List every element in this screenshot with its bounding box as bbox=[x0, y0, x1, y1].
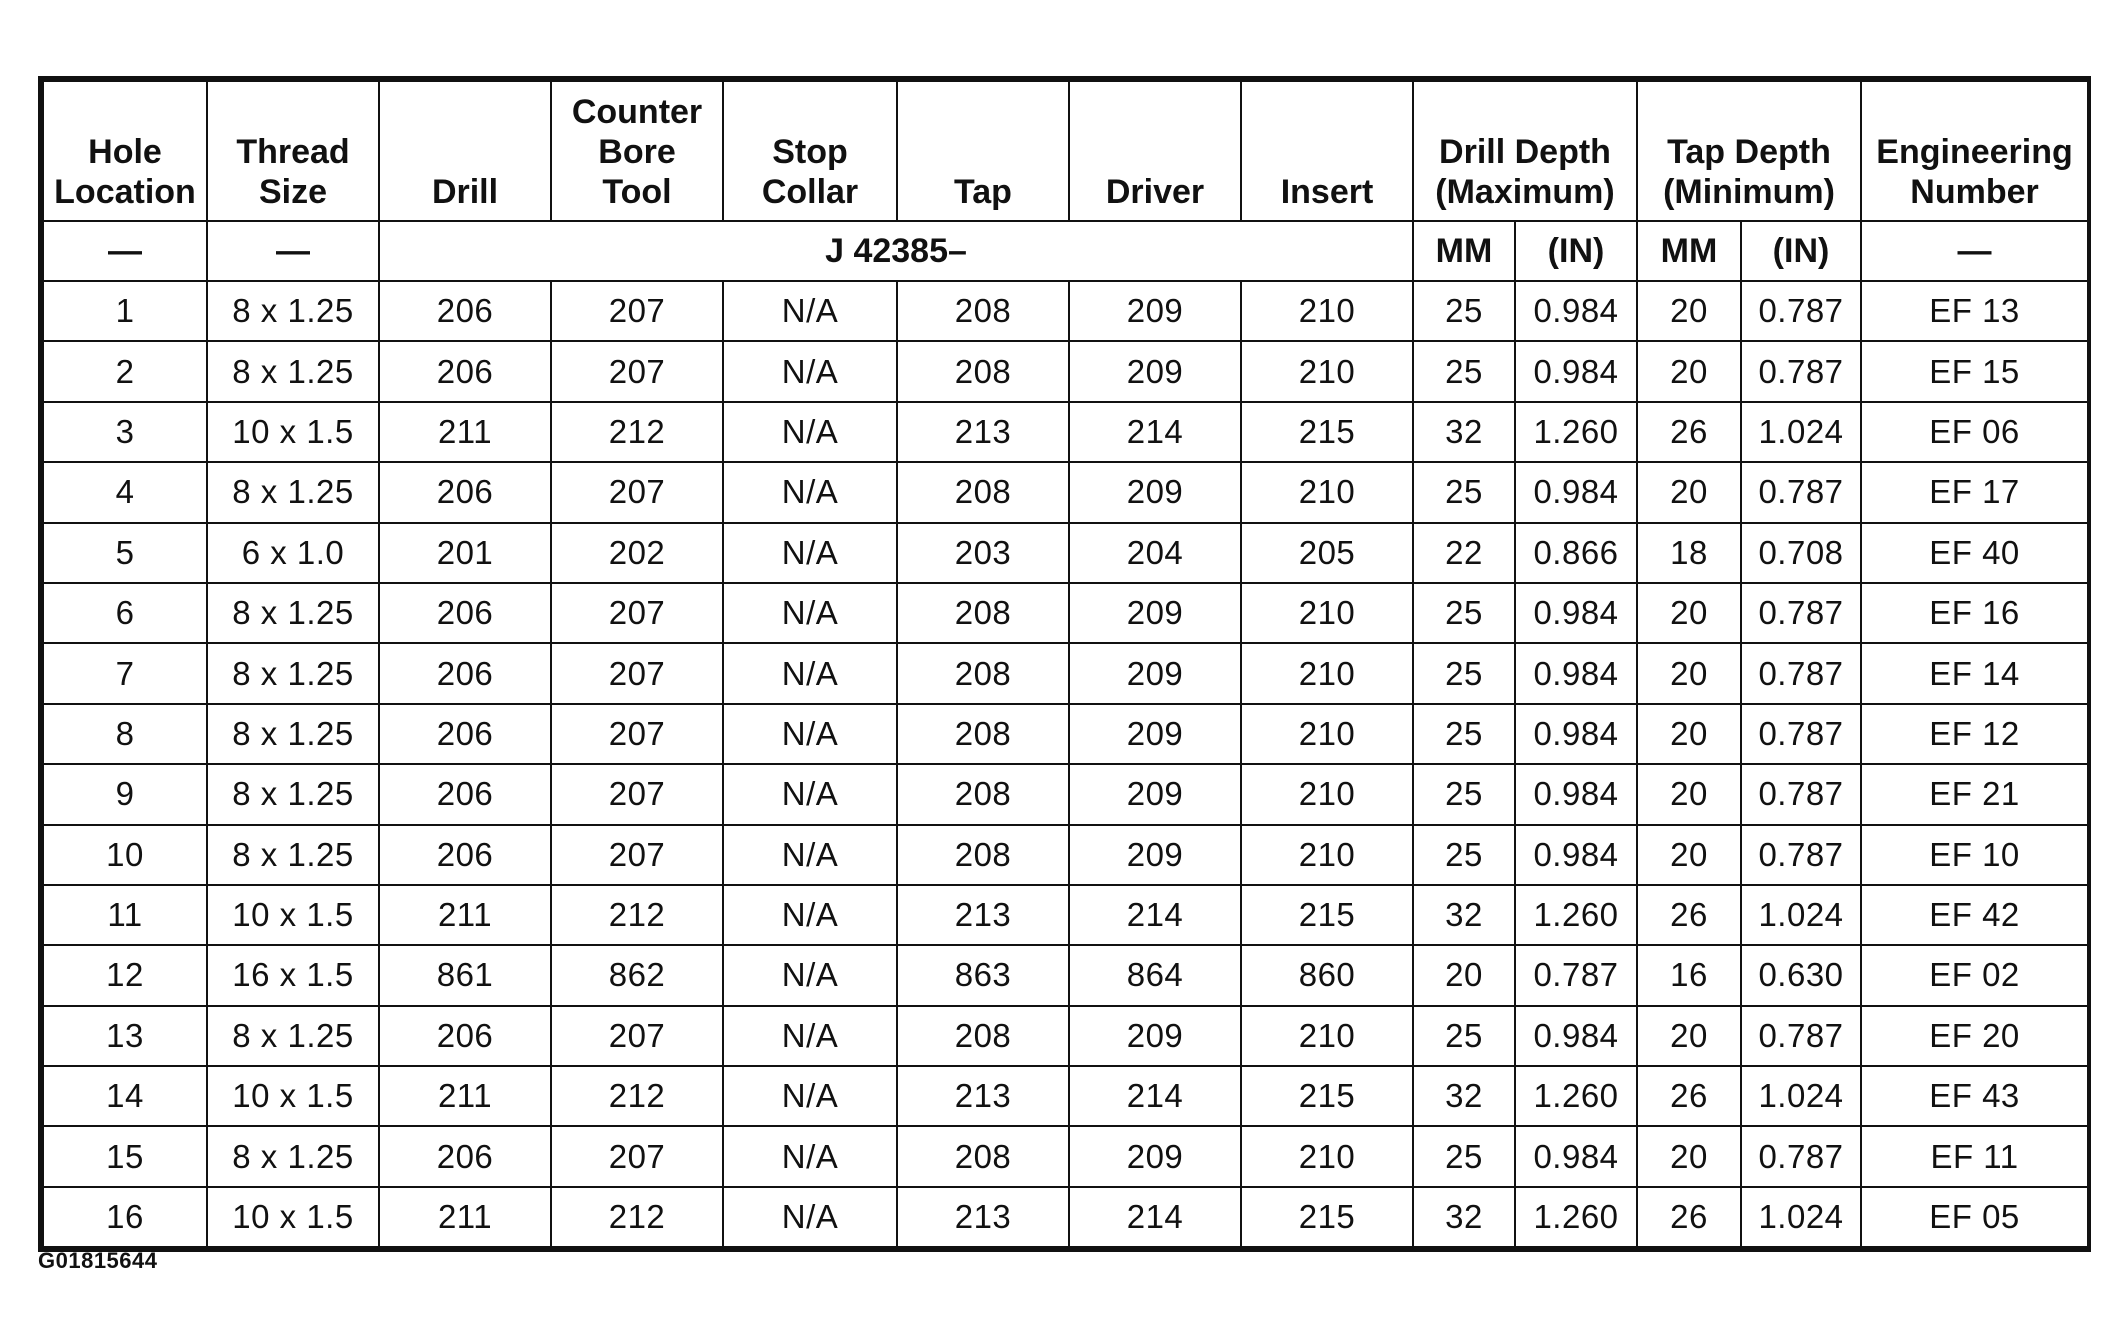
cell-tap: 213 bbox=[897, 402, 1069, 462]
cell-drill: 206 bbox=[379, 1006, 551, 1066]
cell-tap-depth-mm: 20 bbox=[1637, 341, 1741, 401]
header-counter-bore-tool: Counter Bore Tool bbox=[551, 81, 723, 221]
cell-hole-location: 4 bbox=[43, 462, 207, 522]
cell-thread-size: 6 x 1.0 bbox=[207, 523, 379, 583]
cell-engineering-number: EF 10 bbox=[1861, 825, 2088, 885]
cell-hole-location: 15 bbox=[43, 1126, 207, 1186]
cell-tap: 203 bbox=[897, 523, 1069, 583]
header-engineering-number: Engineering Number bbox=[1861, 81, 2088, 221]
cell-drill-depth-mm: 22 bbox=[1413, 523, 1515, 583]
table-row bbox=[43, 462, 2088, 522]
cell-counter-bore-tool: 202 bbox=[551, 523, 723, 583]
cell-tap-depth-in: 0.787 bbox=[1741, 825, 1861, 885]
cell-tap-depth-mm: 20 bbox=[1637, 583, 1741, 643]
cell-tap-depth-in: 0.787 bbox=[1741, 341, 1861, 401]
cell-driver: 204 bbox=[1069, 523, 1241, 583]
cell-insert: 210 bbox=[1241, 643, 1413, 703]
cell-hole-location: 8 bbox=[43, 704, 207, 764]
cell-driver: 209 bbox=[1069, 1126, 1241, 1186]
cell-drill-depth-in: 0.984 bbox=[1515, 341, 1637, 401]
cell-insert: 210 bbox=[1241, 764, 1413, 824]
cell-tap: 208 bbox=[897, 1126, 1069, 1186]
cell-hole-location: 11 bbox=[43, 885, 207, 945]
cell-tap-depth-in: 1.024 bbox=[1741, 1066, 1861, 1126]
cell-drill: 206 bbox=[379, 281, 551, 341]
table-row bbox=[43, 643, 2088, 703]
cell-tap-depth-in: 0.787 bbox=[1741, 1006, 1861, 1066]
cell-tap-depth-in: 1.024 bbox=[1741, 885, 1861, 945]
cell-driver: 214 bbox=[1069, 885, 1241, 945]
cell-tap-depth-in: 1.024 bbox=[1741, 1187, 1861, 1247]
header-stop-collar: Stop Collar bbox=[723, 81, 897, 221]
cell-drill-depth-in: 0.984 bbox=[1515, 462, 1637, 522]
subheader-thread-size: — bbox=[207, 221, 379, 281]
cell-tap-depth-in: 0.787 bbox=[1741, 281, 1861, 341]
cell-drill: 206 bbox=[379, 825, 551, 885]
cell-counter-bore-tool: 207 bbox=[551, 764, 723, 824]
cell-hole-location: 1 bbox=[43, 281, 207, 341]
cell-driver: 209 bbox=[1069, 281, 1241, 341]
cell-drill-depth-mm: 32 bbox=[1413, 885, 1515, 945]
cell-driver: 209 bbox=[1069, 764, 1241, 824]
cell-drill: 206 bbox=[379, 1126, 551, 1186]
specification-table-frame bbox=[38, 76, 2091, 1252]
cell-insert: 210 bbox=[1241, 583, 1413, 643]
cell-drill-depth-in: 0.866 bbox=[1515, 523, 1637, 583]
cell-tap: 208 bbox=[897, 341, 1069, 401]
cell-tap-depth-in: 0.787 bbox=[1741, 583, 1861, 643]
cell-drill-depth-mm: 25 bbox=[1413, 704, 1515, 764]
cell-driver: 209 bbox=[1069, 704, 1241, 764]
cell-tap-depth-mm: 20 bbox=[1637, 704, 1741, 764]
cell-drill-depth-mm: 32 bbox=[1413, 1187, 1515, 1247]
cell-stop-collar: N/A bbox=[723, 1126, 897, 1186]
cell-counter-bore-tool: 207 bbox=[551, 704, 723, 764]
cell-engineering-number: EF 05 bbox=[1861, 1187, 2088, 1247]
subheader-row bbox=[43, 221, 2088, 281]
cell-drill: 211 bbox=[379, 1066, 551, 1126]
specification-table bbox=[42, 80, 2089, 1248]
table-row bbox=[43, 402, 2088, 462]
cell-engineering-number: EF 11 bbox=[1861, 1126, 2088, 1186]
cell-counter-bore-tool: 207 bbox=[551, 1006, 723, 1066]
cell-tap: 208 bbox=[897, 643, 1069, 703]
subheader-hole-location: — bbox=[43, 221, 207, 281]
cell-driver: 209 bbox=[1069, 341, 1241, 401]
cell-drill-depth-in: 1.260 bbox=[1515, 1066, 1637, 1126]
cell-stop-collar: N/A bbox=[723, 945, 897, 1005]
cell-thread-size: 16 x 1.5 bbox=[207, 945, 379, 1005]
cell-driver: 209 bbox=[1069, 462, 1241, 522]
cell-thread-size: 8 x 1.25 bbox=[207, 764, 379, 824]
cell-insert: 210 bbox=[1241, 1126, 1413, 1186]
cell-counter-bore-tool: 207 bbox=[551, 1126, 723, 1186]
cell-drill-depth-mm: 25 bbox=[1413, 583, 1515, 643]
cell-drill-depth-in: 0.984 bbox=[1515, 1126, 1637, 1186]
cell-counter-bore-tool: 212 bbox=[551, 1066, 723, 1126]
cell-tap-depth-mm: 26 bbox=[1637, 1187, 1741, 1247]
cell-tap-depth-mm: 20 bbox=[1637, 825, 1741, 885]
cell-tap: 208 bbox=[897, 825, 1069, 885]
cell-drill: 206 bbox=[379, 462, 551, 522]
cell-stop-collar: N/A bbox=[723, 523, 897, 583]
cell-drill: 206 bbox=[379, 764, 551, 824]
cell-engineering-number: EF 15 bbox=[1861, 341, 2088, 401]
cell-drill-depth-in: 0.984 bbox=[1515, 583, 1637, 643]
subheader-engineering-number: — bbox=[1861, 221, 2088, 281]
cell-counter-bore-tool: 207 bbox=[551, 643, 723, 703]
cell-counter-bore-tool: 207 bbox=[551, 341, 723, 401]
cell-drill-depth-in: 0.984 bbox=[1515, 643, 1637, 703]
cell-drill: 211 bbox=[379, 885, 551, 945]
cell-tap: 208 bbox=[897, 462, 1069, 522]
cell-insert: 215 bbox=[1241, 1066, 1413, 1126]
cell-thread-size: 8 x 1.25 bbox=[207, 1006, 379, 1066]
cell-hole-location: 3 bbox=[43, 402, 207, 462]
cell-tap-depth-in: 0.630 bbox=[1741, 945, 1861, 1005]
cell-engineering-number: EF 43 bbox=[1861, 1066, 2088, 1126]
cell-thread-size: 8 x 1.25 bbox=[207, 704, 379, 764]
cell-tap-depth-mm: 20 bbox=[1637, 764, 1741, 824]
cell-driver: 209 bbox=[1069, 825, 1241, 885]
cell-thread-size: 8 x 1.25 bbox=[207, 462, 379, 522]
cell-drill: 201 bbox=[379, 523, 551, 583]
cell-engineering-number: EF 17 bbox=[1861, 462, 2088, 522]
cell-tap-depth-mm: 20 bbox=[1637, 281, 1741, 341]
cell-tap: 208 bbox=[897, 704, 1069, 764]
cell-tap-depth-mm: 26 bbox=[1637, 1066, 1741, 1126]
cell-thread-size: 8 x 1.25 bbox=[207, 583, 379, 643]
cell-drill-depth-mm: 25 bbox=[1413, 643, 1515, 703]
table-row bbox=[43, 1006, 2088, 1066]
cell-tap-depth-mm: 16 bbox=[1637, 945, 1741, 1005]
cell-tap-depth-in: 1.024 bbox=[1741, 402, 1861, 462]
cell-engineering-number: EF 12 bbox=[1861, 704, 2088, 764]
subheader-drill-depth-mm: MM bbox=[1413, 221, 1515, 281]
cell-hole-location: 2 bbox=[43, 341, 207, 401]
cell-thread-size: 8 x 1.25 bbox=[207, 341, 379, 401]
subheader-tap-depth-mm: MM bbox=[1637, 221, 1741, 281]
cell-counter-bore-tool: 207 bbox=[551, 462, 723, 522]
cell-tap-depth-mm: 20 bbox=[1637, 1006, 1741, 1066]
cell-engineering-number: EF 14 bbox=[1861, 643, 2088, 703]
cell-drill: 211 bbox=[379, 402, 551, 462]
cell-tap: 863 bbox=[897, 945, 1069, 1005]
cell-thread-size: 8 x 1.25 bbox=[207, 281, 379, 341]
cell-drill-depth-mm: 32 bbox=[1413, 1066, 1515, 1126]
cell-driver: 214 bbox=[1069, 1187, 1241, 1247]
cell-hole-location: 9 bbox=[43, 764, 207, 824]
header-drill-depth: Drill Depth (Maximum) bbox=[1413, 81, 1637, 221]
cell-thread-size: 10 x 1.5 bbox=[207, 402, 379, 462]
cell-hole-location: 10 bbox=[43, 825, 207, 885]
cell-drill-depth-in: 0.984 bbox=[1515, 704, 1637, 764]
cell-hole-location: 12 bbox=[43, 945, 207, 1005]
cell-insert: 210 bbox=[1241, 341, 1413, 401]
table-body bbox=[43, 281, 2088, 1247]
cell-drill-depth-in: 1.260 bbox=[1515, 885, 1637, 945]
cell-counter-bore-tool: 207 bbox=[551, 825, 723, 885]
cell-driver: 214 bbox=[1069, 402, 1241, 462]
cell-engineering-number: EF 20 bbox=[1861, 1006, 2088, 1066]
cell-engineering-number: EF 21 bbox=[1861, 764, 2088, 824]
table-row bbox=[43, 1187, 2088, 1247]
figure-id: G01815644 bbox=[38, 1248, 158, 1273]
cell-drill-depth-in: 0.984 bbox=[1515, 281, 1637, 341]
cell-tap-depth-mm: 20 bbox=[1637, 643, 1741, 703]
cell-thread-size: 10 x 1.5 bbox=[207, 1187, 379, 1247]
table-row bbox=[43, 704, 2088, 764]
cell-engineering-number: EF 02 bbox=[1861, 945, 2088, 1005]
subheader-tool-prefix: J 42385– bbox=[379, 221, 1413, 281]
cell-driver: 209 bbox=[1069, 1006, 1241, 1066]
cell-insert: 215 bbox=[1241, 1187, 1413, 1247]
cell-hole-location: 14 bbox=[43, 1066, 207, 1126]
cell-thread-size: 8 x 1.25 bbox=[207, 825, 379, 885]
cell-hole-location: 16 bbox=[43, 1187, 207, 1247]
cell-tap: 208 bbox=[897, 764, 1069, 824]
cell-tap-depth-in: 0.787 bbox=[1741, 643, 1861, 703]
cell-insert: 215 bbox=[1241, 885, 1413, 945]
cell-tap-depth-mm: 26 bbox=[1637, 402, 1741, 462]
cell-drill: 206 bbox=[379, 341, 551, 401]
cell-insert: 210 bbox=[1241, 704, 1413, 764]
cell-tap-depth-mm: 20 bbox=[1637, 462, 1741, 522]
cell-drill-depth-in: 0.984 bbox=[1515, 764, 1637, 824]
cell-engineering-number: EF 13 bbox=[1861, 281, 2088, 341]
cell-stop-collar: N/A bbox=[723, 825, 897, 885]
table-row bbox=[43, 281, 2088, 341]
cell-hole-location: 5 bbox=[43, 523, 207, 583]
header-hole-location: Hole Location bbox=[43, 81, 207, 221]
table-row bbox=[43, 885, 2088, 945]
header-row bbox=[43, 81, 2088, 221]
cell-engineering-number: EF 40 bbox=[1861, 523, 2088, 583]
cell-drill-depth-mm: 25 bbox=[1413, 764, 1515, 824]
cell-insert: 210 bbox=[1241, 281, 1413, 341]
cell-counter-bore-tool: 207 bbox=[551, 281, 723, 341]
header-insert: Insert bbox=[1241, 81, 1413, 221]
cell-drill: 206 bbox=[379, 643, 551, 703]
cell-counter-bore-tool: 862 bbox=[551, 945, 723, 1005]
cell-stop-collar: N/A bbox=[723, 885, 897, 945]
cell-tap-depth-mm: 26 bbox=[1637, 885, 1741, 945]
cell-insert: 210 bbox=[1241, 1006, 1413, 1066]
cell-drill-depth-mm: 25 bbox=[1413, 1126, 1515, 1186]
table-row bbox=[43, 764, 2088, 824]
cell-counter-bore-tool: 212 bbox=[551, 1187, 723, 1247]
cell-stop-collar: N/A bbox=[723, 1006, 897, 1066]
table-row bbox=[43, 1126, 2088, 1186]
table-row bbox=[43, 825, 2088, 885]
cell-stop-collar: N/A bbox=[723, 341, 897, 401]
cell-drill-depth-mm: 25 bbox=[1413, 462, 1515, 522]
cell-engineering-number: EF 16 bbox=[1861, 583, 2088, 643]
table-row bbox=[43, 583, 2088, 643]
cell-insert: 210 bbox=[1241, 825, 1413, 885]
cell-driver: 214 bbox=[1069, 1066, 1241, 1126]
cell-drill-depth-mm: 25 bbox=[1413, 281, 1515, 341]
cell-counter-bore-tool: 212 bbox=[551, 402, 723, 462]
cell-engineering-number: EF 06 bbox=[1861, 402, 2088, 462]
header-driver: Driver bbox=[1069, 81, 1241, 221]
cell-engineering-number: EF 42 bbox=[1861, 885, 2088, 945]
cell-counter-bore-tool: 212 bbox=[551, 885, 723, 945]
cell-insert: 860 bbox=[1241, 945, 1413, 1005]
header-tap-depth: Tap Depth (Minimum) bbox=[1637, 81, 1861, 221]
cell-stop-collar: N/A bbox=[723, 583, 897, 643]
cell-thread-size: 10 x 1.5 bbox=[207, 885, 379, 945]
cell-drill: 206 bbox=[379, 704, 551, 764]
cell-stop-collar: N/A bbox=[723, 1187, 897, 1247]
cell-stop-collar: N/A bbox=[723, 1066, 897, 1126]
cell-counter-bore-tool: 207 bbox=[551, 583, 723, 643]
cell-stop-collar: N/A bbox=[723, 764, 897, 824]
cell-drill: 861 bbox=[379, 945, 551, 1005]
header-tap: Tap bbox=[897, 81, 1069, 221]
cell-hole-location: 7 bbox=[43, 643, 207, 703]
cell-drill-depth-in: 0.984 bbox=[1515, 825, 1637, 885]
cell-driver: 209 bbox=[1069, 583, 1241, 643]
table-header bbox=[43, 81, 2088, 281]
cell-stop-collar: N/A bbox=[723, 643, 897, 703]
cell-hole-location: 13 bbox=[43, 1006, 207, 1066]
cell-drill-depth-in: 0.787 bbox=[1515, 945, 1637, 1005]
cell-insert: 210 bbox=[1241, 462, 1413, 522]
cell-tap: 208 bbox=[897, 583, 1069, 643]
cell-thread-size: 8 x 1.25 bbox=[207, 1126, 379, 1186]
table-row bbox=[43, 523, 2088, 583]
cell-drill-depth-mm: 20 bbox=[1413, 945, 1515, 1005]
cell-tap-depth-in: 0.708 bbox=[1741, 523, 1861, 583]
table-row bbox=[43, 945, 2088, 1005]
subheader-drill-depth-in: (IN) bbox=[1515, 221, 1637, 281]
cell-stop-collar: N/A bbox=[723, 281, 897, 341]
cell-stop-collar: N/A bbox=[723, 402, 897, 462]
cell-stop-collar: N/A bbox=[723, 704, 897, 764]
header-thread-size: Thread Size bbox=[207, 81, 379, 221]
cell-drill-depth-in: 1.260 bbox=[1515, 402, 1637, 462]
cell-hole-location: 6 bbox=[43, 583, 207, 643]
cell-tap-depth-mm: 20 bbox=[1637, 1126, 1741, 1186]
cell-drill-depth-mm: 25 bbox=[1413, 341, 1515, 401]
cell-tap-depth-in: 0.787 bbox=[1741, 462, 1861, 522]
cell-drill-depth-mm: 32 bbox=[1413, 402, 1515, 462]
header-drill: Drill bbox=[379, 81, 551, 221]
cell-tap: 208 bbox=[897, 1006, 1069, 1066]
cell-drill-depth-mm: 25 bbox=[1413, 1006, 1515, 1066]
cell-tap: 208 bbox=[897, 281, 1069, 341]
cell-thread-size: 8 x 1.25 bbox=[207, 643, 379, 703]
cell-tap-depth-in: 0.787 bbox=[1741, 1126, 1861, 1186]
table-row bbox=[43, 1066, 2088, 1126]
cell-stop-collar: N/A bbox=[723, 462, 897, 522]
cell-thread-size: 10 x 1.5 bbox=[207, 1066, 379, 1126]
cell-drill-depth-mm: 25 bbox=[1413, 825, 1515, 885]
cell-drill-depth-in: 0.984 bbox=[1515, 1006, 1637, 1066]
cell-tap-depth-mm: 18 bbox=[1637, 523, 1741, 583]
cell-driver: 864 bbox=[1069, 945, 1241, 1005]
cell-tap-depth-in: 0.787 bbox=[1741, 704, 1861, 764]
cell-drill-depth-in: 1.260 bbox=[1515, 1187, 1637, 1247]
subheader-tap-depth-in: (IN) bbox=[1741, 221, 1861, 281]
cell-tap: 213 bbox=[897, 885, 1069, 945]
cell-tap-depth-in: 0.787 bbox=[1741, 764, 1861, 824]
cell-drill: 206 bbox=[379, 583, 551, 643]
cell-insert: 215 bbox=[1241, 402, 1413, 462]
cell-tap: 213 bbox=[897, 1066, 1069, 1126]
cell-drill: 211 bbox=[379, 1187, 551, 1247]
cell-driver: 209 bbox=[1069, 643, 1241, 703]
cell-insert: 205 bbox=[1241, 523, 1413, 583]
table-row bbox=[43, 341, 2088, 401]
cell-tap: 213 bbox=[897, 1187, 1069, 1247]
